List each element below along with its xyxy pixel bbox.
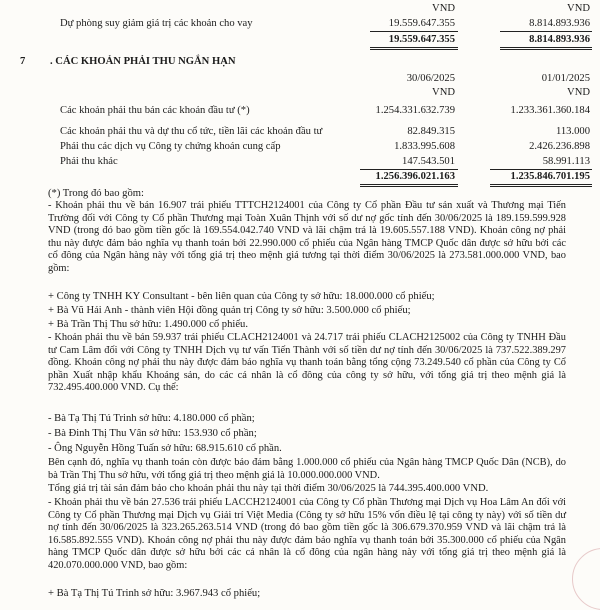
total-receivables-1: 1.256.396.021.163: [375, 171, 455, 182]
section-number: 7: [20, 56, 26, 67]
table-row-value-2: 113.000: [555, 126, 590, 137]
table-row-value-1: 1.254.331.632.739: [375, 105, 455, 116]
column-unit-2: VND: [567, 87, 590, 98]
note-paragraph-5: - Khoản phải thu về bán 27.536 trái phiếu LACCH2124001 của Công ty Cổ phần Thương mại Dịch vụ Hoa Lâm An đối với Công ty Cổ phần Thương mại Dịch vụ Giải trí Việt Media (Công ty sở hữu 15% vốn điều lệ tại công ty này) với số tiền dư nợ tính đến 30/06/2025 là 323.265.263.514 VND (trong đó bao gồm tiền gốc là 306.679.370.959 VND và lãi chậm trả là 16.585.892.555 VND). Khoản công nợ phải thu này được đảm bảo nghĩa vụ thanh toán bởi 35.300.000 cổ phiếu của Ngân hàng TMCP Quốc dân được sở hữu bởi các cá nhân là cổ đông của ngân hàng này với tổng giá trị theo mệnh giá là 420.070.000.000 VND, bao gồm:: [48, 497, 566, 571]
note-intro: (*) Trong đó bao gồm:: [48, 188, 144, 199]
column-date-2: 01/01/2025: [541, 73, 590, 84]
note-bullet: - Bà Đinh Thị Thu Vân sở hữu: 153.930 cổ phần;: [48, 428, 257, 439]
note-paragraph-1: - Khoản phải thu về bán 16.907 trái phiếu TTTCH2124001 của Công ty Cổ phần Đầu tư sản xuất và Thương mại Tiến Trường đối với Công ty Cổ phần Thương mại Toàn Xuân Thịnh với số dư nợ gốc tính đến 30/06/2025 là 189.159.599.928 VND (trong đó bao gồm tiền gốc là 169.554.042.740 VND và lãi chậm trả là 19.605.557.188 VND). Khoản công nợ phải thu này được đảm bảo nghĩa vụ thanh toán bởi 22.990.000 cổ phiếu của Ngân hàng TMCP Quốc dân được sở hữu bởi các cổ đông của Ngân hàng này với tổng giá trị theo mệnh giá tương tại thời điểm 30/06/2025 là 273.581.000.000 VND, bao gồm:: [48, 200, 566, 274]
subtotal-rule-2: [500, 31, 592, 32]
column-unit-1: VND: [432, 3, 455, 14]
faint-stamp: [572, 548, 600, 610]
table-row-label: Các khoản phải thu và dự thu cổ tức, tiền lãi các khoản đầu tư: [60, 126, 323, 137]
total-rule-1: [360, 184, 458, 187]
note-bullet: + Bà Vũ Hải Anh - thành viên Hội đồng quản trị Công ty sở hữu: 3.500.000 cổ phiếu;: [48, 305, 411, 316]
subtotal-rule-1: [370, 31, 458, 32]
table-row-label: Phải thu các dịch vụ Công ty chứng khoán cung cấp: [60, 141, 281, 152]
note-paragraph-3: Bên cạnh đó, nghĩa vụ thanh toán còn được bảo đảm bằng 1.000.000 cổ phiếu của Ngân hàng TMCP Quốc Dân (NCB), do bà Trần Thị Thu sở hữu, với tổng giá trị theo mệnh giá là 10.000.000.000 VND.: [48, 457, 566, 481]
total-impairment-2: 8.814.893.936: [529, 34, 590, 45]
table-row-label: Các khoản phải thu bán các khoản đầu tư (*): [60, 105, 250, 116]
note-bullet: + Bà Trần Thị Thu sở hữu: 1.490.000 cổ phiếu.: [48, 319, 248, 330]
table-row-value-2: 58.991.113: [542, 156, 590, 167]
total-rule-2: [500, 47, 592, 50]
note-paragraph-4: Tổng giá trị tài sản đảm bảo cho khoản phải thu này tại thời điểm 30/06/2025 là 744.395.400.000 VND.: [48, 483, 489, 494]
table-row-value-1: 147.543.501: [402, 156, 455, 167]
total-receivables-2: 1.235.846.701.195: [510, 171, 590, 182]
table-row-value-2: 2.426.236.898: [529, 141, 590, 152]
note-bullet: - Ông Nguyễn Hồng Tuấn sở hữu: 68.915.610 cổ phần.: [48, 443, 282, 454]
table-row-value-1: 82.849.315: [407, 126, 455, 137]
row-value-impairment-2: 8.814.893.936: [529, 18, 590, 29]
row-value-impairment-1: 19.559.647.355: [388, 18, 455, 29]
section-title: . CÁC KHOẢN PHẢI THU NGẮN HẠN: [50, 56, 236, 67]
table-row-value-2: 1.233.361.360.184: [510, 105, 590, 116]
column-unit-1: VND: [432, 87, 455, 98]
row-label-impairment: Dự phòng suy giảm giá trị các khoản cho vay: [60, 18, 253, 29]
note-bullet: + Công ty TNHH KY Consultant - bên liên quan của Công ty sở hữu: 18.000.000 cổ phiếu;: [48, 291, 435, 302]
total-rule-2: [490, 184, 592, 187]
note-paragraph-2: - Khoản phải thu về bán 59.937 trái phiếu CLACH2124001 và 24.717 trái phiếu CLACH2125002 của Công ty TNHH Đầu tư Cam Lâm đối với Công ty TNHH Dịch vụ tư vấn Tiến Thành với số tiền dư nợ tính đến 30/06/2025 là 737.522.389.297 đồng. Khoản công nợ phải thu này được đảm bảo nghĩa vụ thanh toán bằng tổng cộng 73.249.540 cổ phần của Công ty Cổ phần Xuất nhập khẩu Khoáng sản, do các cá nhân là cổ đông của công ty sở hữu, với tổng giá trị theo mệnh giá là 732.495.400.000 VND. Cụ thể:: [48, 332, 566, 394]
note-bullet: - Bà Tạ Thị Tú Trinh sở hữu: 4.180.000 cổ phần;: [48, 413, 255, 424]
total-impairment-1: 19.559.647.355: [388, 34, 455, 45]
column-unit-2: VND: [567, 3, 590, 14]
column-date-1: 30/06/2025: [406, 73, 455, 84]
table-row-value-1: 1.833.995.608: [394, 141, 455, 152]
total-rule-1: [370, 47, 458, 50]
table-row-label: Phải thu khác: [60, 156, 118, 167]
note-bullet: + Bà Tạ Thị Tú Trinh sở hữu: 3.967.943 cổ phiếu;: [48, 588, 261, 599]
